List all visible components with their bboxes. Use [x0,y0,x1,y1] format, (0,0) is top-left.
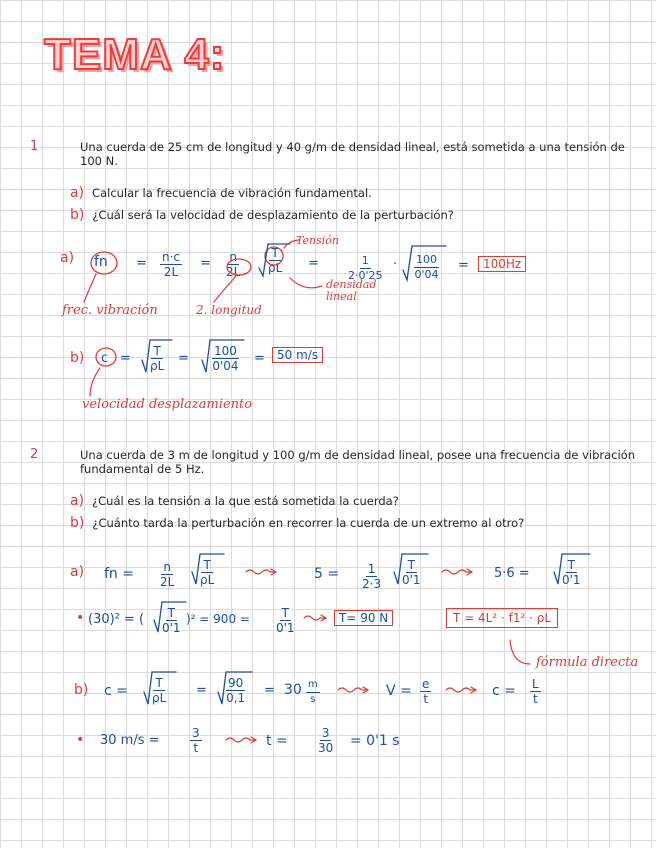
radical [154,602,186,632]
denominator: 2·3 [362,577,382,591]
bullet: • [76,610,85,626]
denominator: s [310,694,316,705]
c-eq-2: c = [492,683,516,699]
arrow [84,274,96,302]
radical [394,554,428,584]
p1-c: c [101,351,109,366]
denominator: 0'1 [402,573,421,587]
page-title: TEMA 4: [44,30,226,79]
circle-2l [227,259,251,275]
annotation-densidad: densidad lineal [326,278,377,303]
problem-1-statement: Una cuerda de 25 cm de longitud y 40 g/m de densidad lineal, está sometida a una tensión de 100 N. [80,140,625,168]
numerator: T [203,558,211,572]
numerator: T [153,344,161,358]
denominator: ρL [152,691,167,705]
numerator: m [306,678,320,693]
annotation-frec: frec. vibración [62,303,158,318]
circle-c [96,348,116,366]
line-30ms: 30 m/s = [100,733,160,748]
denominator: ρL [150,359,165,373]
t-result: = 0'1 s [350,733,400,749]
dot: · [393,257,398,272]
annotation-tension: Tensión [296,234,339,247]
numerator: T [407,558,415,572]
t-eq: t = [266,733,288,749]
circle-fn [91,252,117,274]
squiggle-arrow [446,687,476,693]
result-box: T= 90 N [334,610,393,626]
result-box: 50 m/s [272,347,323,363]
radical [142,340,172,372]
question-text: Calcular la frecuencia de vibración fundamental. [92,186,372,200]
arrow [290,278,322,288]
denominator: 2·0'25 [348,269,383,282]
question-letter: a) [70,185,85,201]
numerator: n·c [162,250,181,264]
question-text: ¿Cuál es la tensión a la que está sometida la cuerda? [92,494,399,508]
eq-sign: = [136,256,147,271]
squiggle-arrow [442,569,472,575]
eq-sign: = [308,256,319,271]
squiggle-arrow [338,687,368,693]
question-text: ¿Cuánto tarda la perturbación en recorrer la cuerda de un extremo al otro? [92,516,525,530]
problem-2-number: 2 [30,447,39,462]
denominator: 0'1 [276,621,295,635]
radical [554,554,590,584]
squiggle-arrow [304,615,326,621]
denominator: 0'1 [162,621,181,635]
denominator: 2L [226,265,241,279]
result-box: 100Hz [478,256,526,272]
annotation-velocidad: velocidad desplazamiento [82,397,253,412]
squiggle-arrow [246,569,276,575]
problem-2-statement: Una cuerda de 3 m de longitud y 100 g/m de densidad lineal, posee una frecuencia de vibración fundamental de 5 Hz. [80,448,636,476]
question-letter: a) [70,493,85,509]
numerator: 3 [321,726,330,740]
eq-sign: = [196,683,207,698]
bullet: • [76,732,85,748]
numerator: 90 [228,676,244,690]
problem-1-number: 1 [30,139,39,154]
radical [192,554,224,584]
eq-sign: = [120,351,131,366]
step-5: 5 = [314,566,340,582]
arrow-formula [510,640,530,664]
c-eq: c = [104,683,128,699]
numerator: e [422,677,430,691]
radical [144,672,176,704]
annotation-longitud: 2. longitud [196,303,262,317]
numerator: T [271,246,279,260]
p1-solution-b-label: b) [70,350,85,366]
numerator: 1 [367,562,376,576]
squared-30: (30)² = ( [88,612,145,627]
formula-box: T = 4L² · f1² · ρL [446,608,558,628]
numerator: L [532,677,539,691]
solution-label: a) [60,250,75,266]
eq-sign: = [178,351,189,366]
p2-solution-b-label: b) [74,682,89,698]
p1-fn: fn [94,254,108,270]
numerator: 100 [416,253,437,266]
numerator: n [163,560,171,574]
denominator: 2L [163,265,179,279]
p2-solution-a-label: a) [70,564,85,580]
numerator: 1 [361,254,369,267]
arrow [90,368,100,396]
eq-sign: = [458,258,469,273]
denominator: t [532,692,538,706]
arrow [214,276,236,302]
numerator: T [167,606,175,620]
numerator: 3 [192,726,200,740]
eq-sign: = [200,256,211,271]
denominator: ρL [268,261,283,275]
radical [403,246,446,280]
value-30: 30 [284,682,302,698]
denominator: 2L [160,575,175,589]
numerator: T [281,606,289,620]
numerator: n [229,250,237,264]
denominator: ρL [200,573,215,587]
eq-sign: = [264,683,275,698]
denominator: 30 [318,741,334,755]
numerator: 100 [214,344,237,358]
denominator: 0'04 [212,359,239,373]
v-eq: V = [386,683,412,699]
step-5x6: 5·6 = [494,566,530,581]
question-letter: b) [70,515,85,531]
eq-900: )² = 900 = [186,612,250,626]
numerator: T [155,676,163,690]
question-text: ¿Cuál será la velocidad de desplazamiento de la perturbación? [92,208,454,222]
annotation-formula: fórmula directa [536,655,639,670]
squiggle-arrow [226,737,256,743]
radical [218,672,252,704]
denominator: t [193,741,199,755]
denominator: 0,1 [226,691,246,705]
eq-sign: = [254,351,265,366]
denominator: 0'04 [414,268,439,281]
radical [259,244,290,276]
radical [202,340,244,372]
denominator: 0'1 [562,573,581,587]
denominator: t [423,692,429,706]
p2-fn: fn = [104,566,134,582]
numerator: T [567,558,575,572]
question-letter: b) [70,207,85,223]
